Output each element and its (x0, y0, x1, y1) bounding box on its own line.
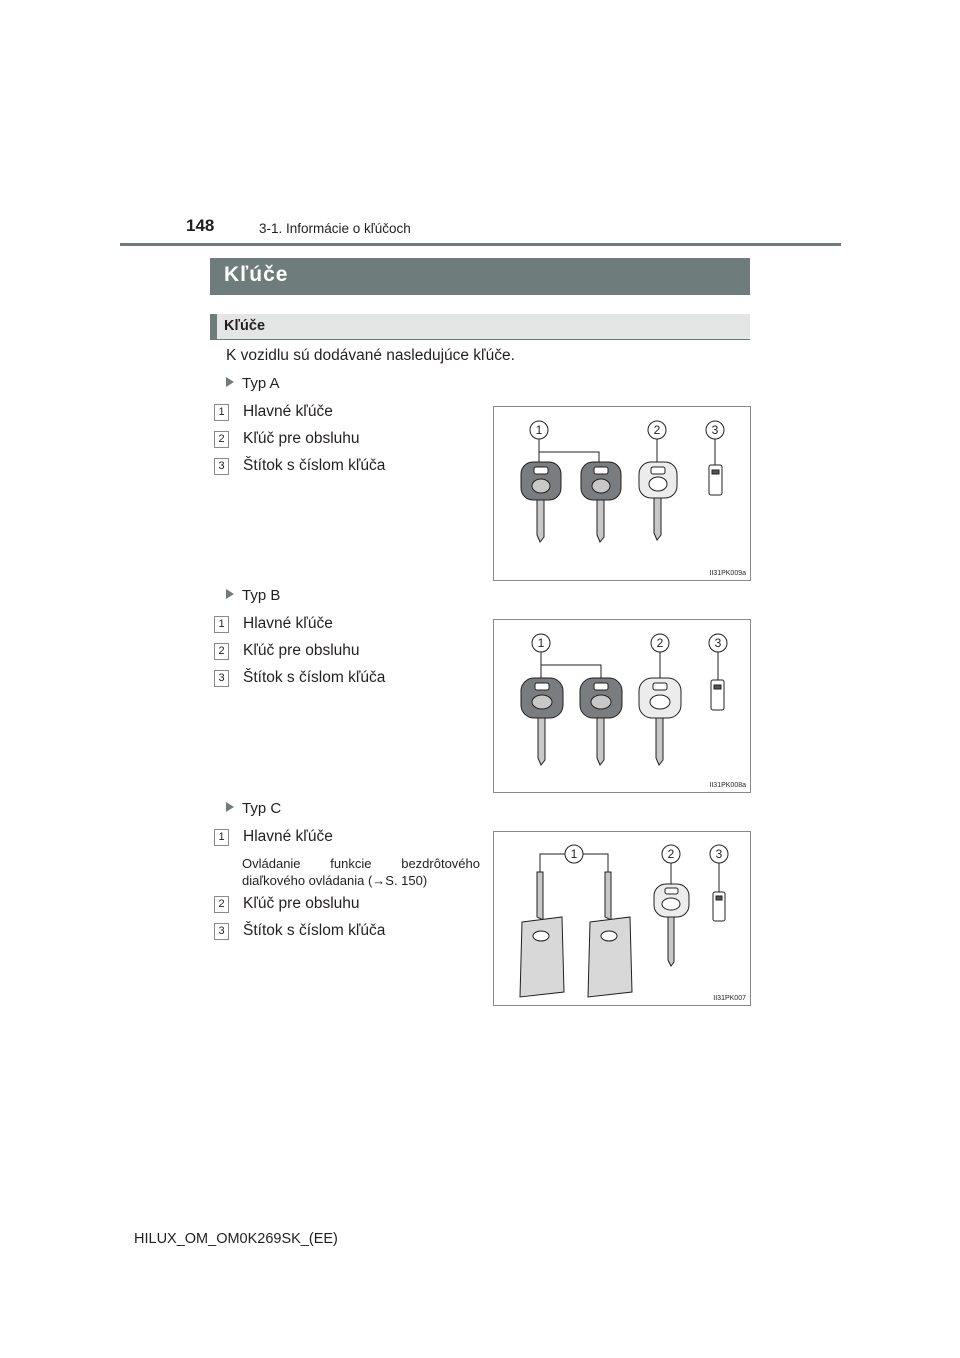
type-a-item-1: 1 Hlavné kľúče (214, 403, 333, 421)
sub-heading: Kľúče (224, 318, 266, 334)
number-box-icon: 3 (214, 923, 229, 940)
type-a-item-2: 2 Kľúč pre obsluhu (214, 430, 360, 448)
triangle-bullet-icon (226, 377, 234, 387)
number-box-icon: 3 (214, 458, 229, 475)
main-heading: Kľúče (224, 263, 289, 286)
type-b-heading: Typ B (226, 587, 280, 604)
svg-text:3: 3 (714, 636, 722, 650)
svg-text:1: 1 (537, 636, 545, 650)
svg-text:2: 2 (653, 423, 661, 437)
triangle-bullet-icon (226, 802, 234, 812)
header-divider (120, 243, 841, 246)
footer-doc-id: HILUX_OM_OM0K269SK_(EE) (134, 1231, 338, 1247)
triangle-bullet-icon (226, 589, 234, 599)
figure-type-c-keys (493, 831, 751, 1006)
type-a-heading: Typ A (226, 375, 280, 392)
svg-text:1: 1 (535, 423, 543, 437)
svg-text:3: 3 (711, 423, 719, 437)
figure-code: II31PK007 (713, 995, 746, 1002)
svg-text:2: 2 (667, 847, 675, 861)
type-c-heading: Typ C (226, 800, 281, 817)
type-b-item-1: 1 Hlavné kľúče (214, 615, 333, 633)
figure-code: II31PK009a (709, 570, 746, 577)
svg-text:1: 1 (570, 847, 578, 861)
type-c-item-2: 2 Kľúč pre obsluhu (214, 895, 360, 913)
svg-text:3: 3 (715, 847, 723, 861)
svg-text:2: 2 (656, 636, 664, 650)
section-title: 3-1. Informácie o kľúčoch (259, 221, 411, 236)
type-c-item-3: 3 Štítok s číslom kľúča (214, 922, 385, 940)
number-box-icon: 1 (214, 404, 229, 421)
number-box-icon: 2 (214, 896, 229, 913)
number-box-icon: 2 (214, 431, 229, 448)
type-c-item-1: 1 Hlavné kľúče (214, 828, 333, 846)
type-b-item-3: 3 Štítok s číslom kľúča (214, 669, 385, 687)
number-box-icon: 1 (214, 616, 229, 633)
main-heading-bar (210, 258, 750, 295)
sub-heading-bar (210, 314, 750, 340)
number-box-icon: 3 (214, 670, 229, 687)
figure-type-b-keys (493, 619, 751, 793)
type-b-item-2: 2 Kľúč pre obsluhu (214, 642, 360, 660)
figure-type-a-keys (493, 406, 751, 581)
figure-code: II31PK008a (709, 782, 746, 789)
number-box-icon: 2 (214, 643, 229, 660)
number-box-icon: 1 (214, 829, 229, 846)
page-number: 148 (186, 216, 215, 235)
type-a-item-3: 3 Štítok s číslom kľúča (214, 457, 385, 475)
type-c-note: Ovládanie funkcie bezdrôtového diaľkového ovládania (→S. 150) (242, 856, 480, 888)
intro-text: K vozidlu sú dodávané nasledujúce kľúče. (226, 347, 515, 364)
